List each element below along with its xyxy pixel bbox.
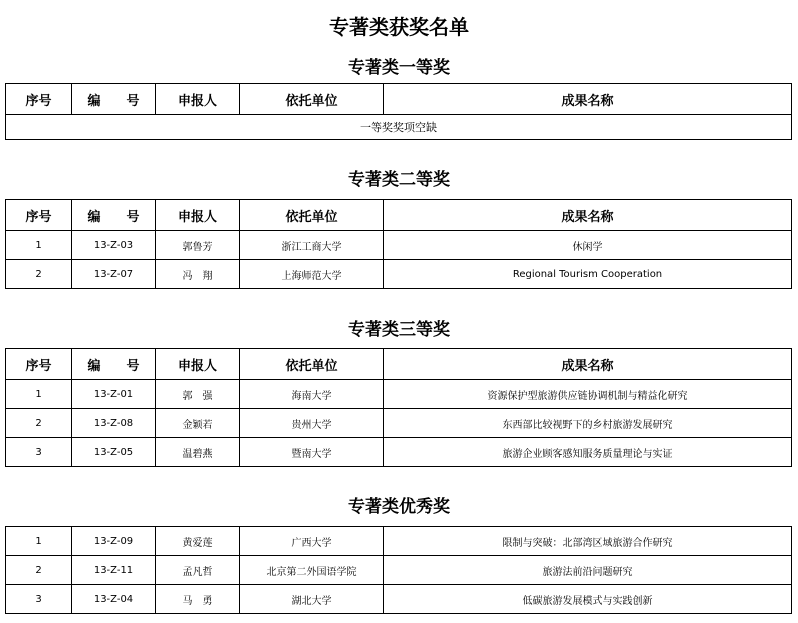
col-header-no: 序号 [6,349,72,380]
cell-unit: 北京第二外国语学院 [240,556,384,585]
cell-unit: 贵州大学 [240,409,384,438]
cell-result: 旅游企业顾客感知服务质量理论与实证 [384,438,792,467]
table-row [6,260,792,289]
table-second-prize [5,199,792,289]
cell-no: 2 [6,260,72,289]
cell-no: 3 [6,585,72,614]
cell-applicant: 黄爱莲 [156,527,240,556]
table-header-row [6,200,792,231]
cell-no: 2 [6,556,72,585]
table-row [6,585,792,614]
col-header-code: 编 号 [72,349,156,380]
table-third-prize [5,348,792,467]
col-header-unit: 依托单位 [240,200,384,231]
cell-result: Regional Tourism Cooperation [384,260,792,289]
cell-no: 1 [6,231,72,260]
col-header-applicant: 申报人 [156,200,240,231]
col-header-code: 编 号 [72,84,156,115]
col-header-applicant: 申报人 [156,349,240,380]
cell-unit: 湖北大学 [240,585,384,614]
table-row [6,380,792,409]
cell-applicant: 郭 强 [156,380,240,409]
table-row [6,438,792,467]
cell-code: 13-Z-03 [72,231,156,260]
col-header-no: 序号 [6,84,72,115]
table-header-row [6,349,792,380]
table-header-row [6,84,792,115]
cell-applicant: 马 勇 [156,585,240,614]
cell-code: 13-Z-11 [72,556,156,585]
col-header-unit: 依托单位 [240,349,384,380]
table-excellence-prize [5,526,792,614]
cell-code: 13-Z-09 [72,527,156,556]
table-first-prize [5,83,792,140]
vacancy-notice: 一等奖奖项空缺 [6,115,792,140]
cell-no: 1 [6,380,72,409]
cell-applicant: 金颖若 [156,409,240,438]
page-title: 专著类获奖名单 [329,15,469,39]
col-header-unit: 依托单位 [240,84,384,115]
cell-code: 13-Z-07 [72,260,156,289]
cell-result: 休闲学 [384,231,792,260]
cell-result: 资源保护型旅游供应链协调机制与精益化研究 [384,380,792,409]
section-title-second-prize: 专著类二等奖 [348,170,450,190]
section-title-third-prize: 专著类三等奖 [348,320,450,340]
section-title-excellence-prize: 专著类优秀奖 [348,497,450,517]
col-header-code: 编 号 [72,200,156,231]
cell-unit: 浙江工商大学 [240,231,384,260]
col-header-applicant: 申报人 [156,84,240,115]
cell-no: 2 [6,409,72,438]
table-row [6,409,792,438]
cell-unit: 海南大学 [240,380,384,409]
cell-applicant: 孟凡哲 [156,556,240,585]
table-row [6,231,792,260]
cell-result: 限制与突破：北部湾区域旅游合作研究 [384,527,792,556]
cell-code: 13-Z-08 [72,409,156,438]
cell-code: 13-Z-05 [72,438,156,467]
cell-code: 13-Z-04 [72,585,156,614]
table-row [6,556,792,585]
cell-applicant: 冯 翔 [156,260,240,289]
cell-result: 旅游法前沿问题研究 [384,556,792,585]
col-header-result: 成果名称 [384,84,792,115]
table-row [6,115,792,140]
cell-unit: 广西大学 [240,527,384,556]
col-header-no: 序号 [6,200,72,231]
cell-no: 1 [6,527,72,556]
cell-unit: 暨南大学 [240,438,384,467]
cell-unit: 上海师范大学 [240,260,384,289]
col-header-result: 成果名称 [384,200,792,231]
cell-applicant: 温碧燕 [156,438,240,467]
cell-code: 13-Z-01 [72,380,156,409]
cell-no: 3 [6,438,72,467]
table-row [6,527,792,556]
cell-result: 低碳旅游发展模式与实践创新 [384,585,792,614]
cell-result: 东西部比较视野下的乡村旅游发展研究 [384,409,792,438]
col-header-result: 成果名称 [384,349,792,380]
section-title-first-prize: 专著类一等奖 [348,58,450,78]
cell-applicant: 郭鲁芳 [156,231,240,260]
